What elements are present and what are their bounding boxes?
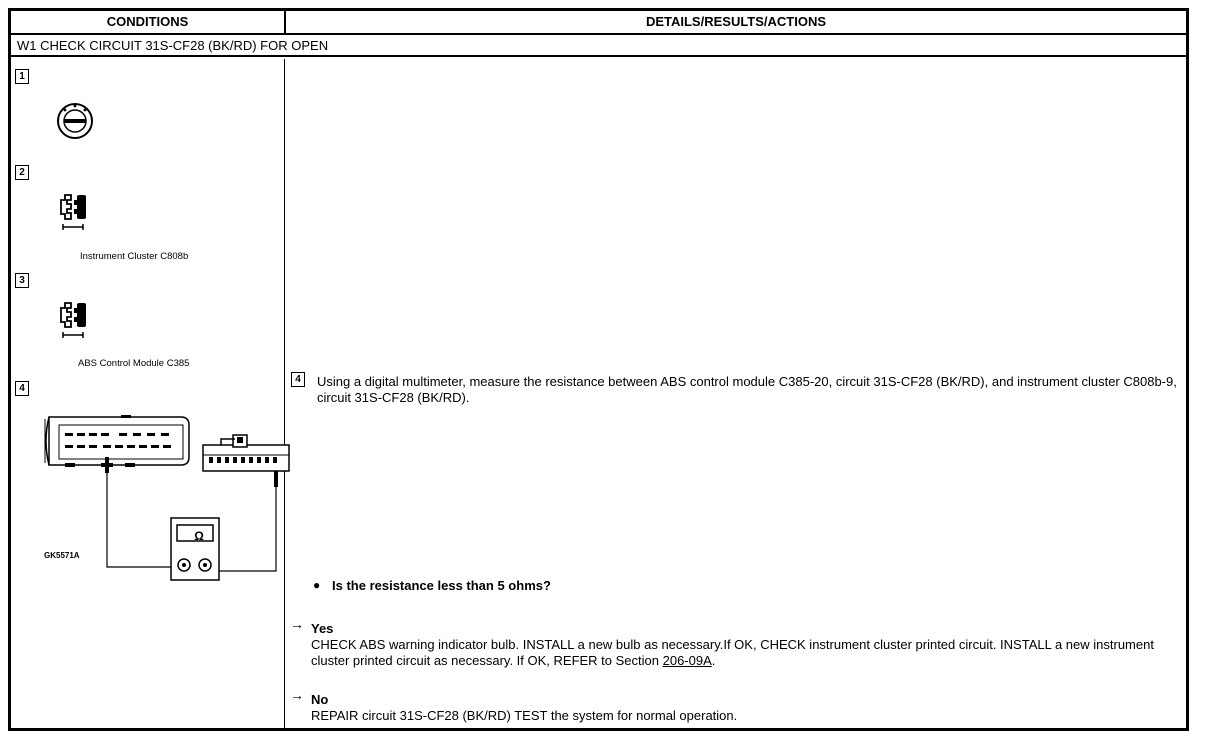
result-yes-end: . [711, 653, 716, 668]
figure-id: GK5571A [44, 551, 80, 560]
test-title: W1 CHECK CIRCUIT 31S-CF28 (BK/RD) FOR OPEN [11, 35, 1186, 57]
step-1-box: 1 [15, 69, 29, 84]
result-no-text: REPAIR circuit 31S-CF28 (BK/RD) TEST the system for normal operation. [311, 708, 738, 723]
result-yes-action: CHECK ABS warning indicator bulb. INSTALL a new bulb as necessary.If OK, CHECK instrument cluster printed circuit. INSTALL a new instrument cluster printed circuit as necessary. If OK, REFER to Section [311, 637, 1154, 668]
instruction-step-box: 4 [291, 372, 305, 387]
result-yes-text [311, 637, 1183, 669]
details-header: DETAILS/RESULTS/ACTIONS [286, 11, 1186, 35]
bullet-icon: ● [313, 578, 321, 592]
arrow-right-icon: → [290, 687, 304, 703]
step-3-box: 3 [15, 273, 29, 288]
disconnect-connector-icon [53, 299, 99, 341]
step-2-label: Instrument Cluster C808b [80, 251, 189, 262]
multimeter-test-diagram [41, 387, 286, 552]
step-2-box: 2 [15, 165, 29, 180]
step-3-label: ABS Control Module C385 [78, 358, 190, 369]
meter-ohm-symbol: Ω [194, 529, 204, 543]
section-link[interactable]: 206-09A [662, 653, 712, 668]
step-4-box: 4 [15, 381, 29, 396]
ignition-key-off-icon [55, 101, 95, 141]
diagnostic-table [8, 8, 1189, 731]
result-yes-label: Yes [311, 621, 334, 636]
arrow-right-icon: → [290, 616, 304, 632]
conditions-column [11, 59, 285, 728]
disconnect-connector-icon [53, 191, 99, 233]
question-text: Is the resistance less than 5 ohms? [332, 578, 551, 593]
result-no-label: No [311, 692, 329, 707]
instruction-text: Using a digital multimeter, measure the resistance between ABS control module C385-20, circuit 31S-CF28 (BK/RD), and instrument cluster C808b-9, circuit 31S-CF28 (BK/RD). [317, 374, 1177, 405]
conditions-header: CONDITIONS [11, 11, 286, 35]
